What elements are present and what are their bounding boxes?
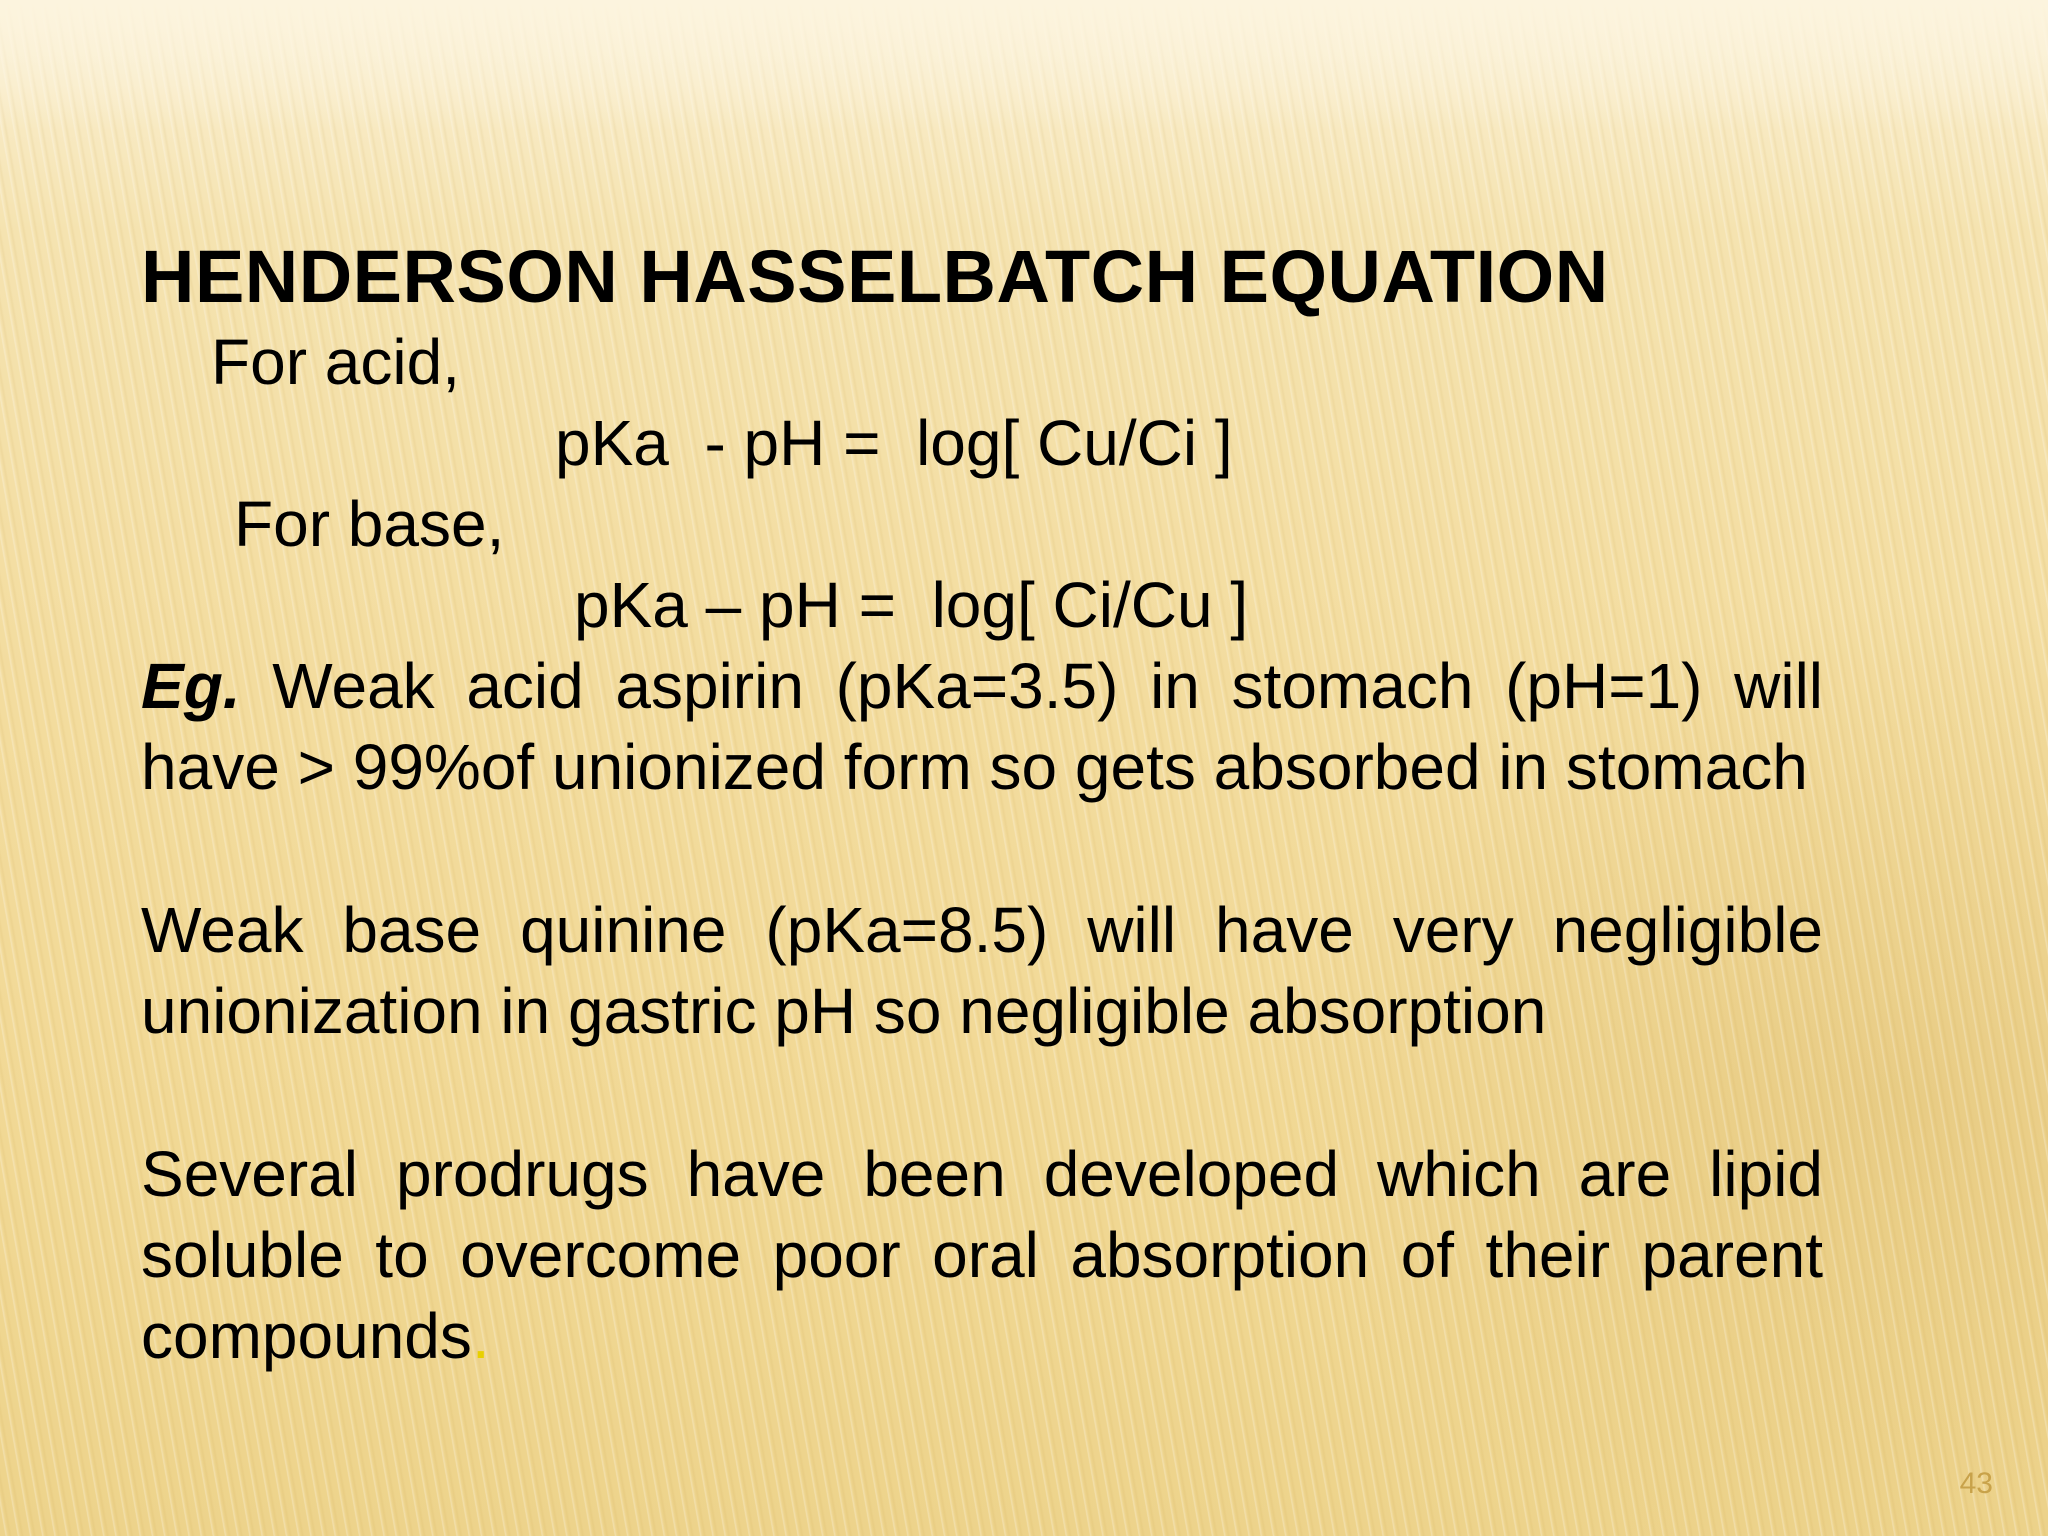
- slide-title: HENDERSON HASSELBATCH EQUATION: [141, 235, 1609, 318]
- example-label: Eg.: [141, 650, 241, 722]
- prodrugs-text: Several prodrugs have been developed which are lipid soluble to overcome poor oral absorption of their parent compounds: [141, 1138, 1823, 1372]
- spacer: [141, 808, 1823, 890]
- prodrugs-paragraph: [141, 1134, 1823, 1377]
- acid-label: For acid,: [211, 326, 460, 398]
- background-top-wash: [0, 0, 2048, 130]
- base-equation: pKa – pH = log[ Ci/Cu ]: [574, 569, 1249, 641]
- prodrugs-period: .: [471, 1300, 490, 1372]
- spacer: [141, 1052, 1823, 1134]
- acid-equation: pKa - pH = log[ Cu/Ci ]: [555, 407, 1233, 479]
- quinine-paragraph: Weak base quinine (pKa=8.5) will have very negligible unionization in gastric pH so negligible absorption: [141, 894, 1823, 1047]
- example-paragraph: [141, 646, 1823, 808]
- base-label: For base,: [234, 488, 505, 560]
- page-number: 43: [1959, 1467, 1993, 1500]
- slide-body: [141, 232, 1823, 1377]
- example-text: Weak acid aspirin (pKa=3.5) in stomach (pH=1) will have > 99%of unionized form so gets absorbed in stomach: [141, 650, 1823, 803]
